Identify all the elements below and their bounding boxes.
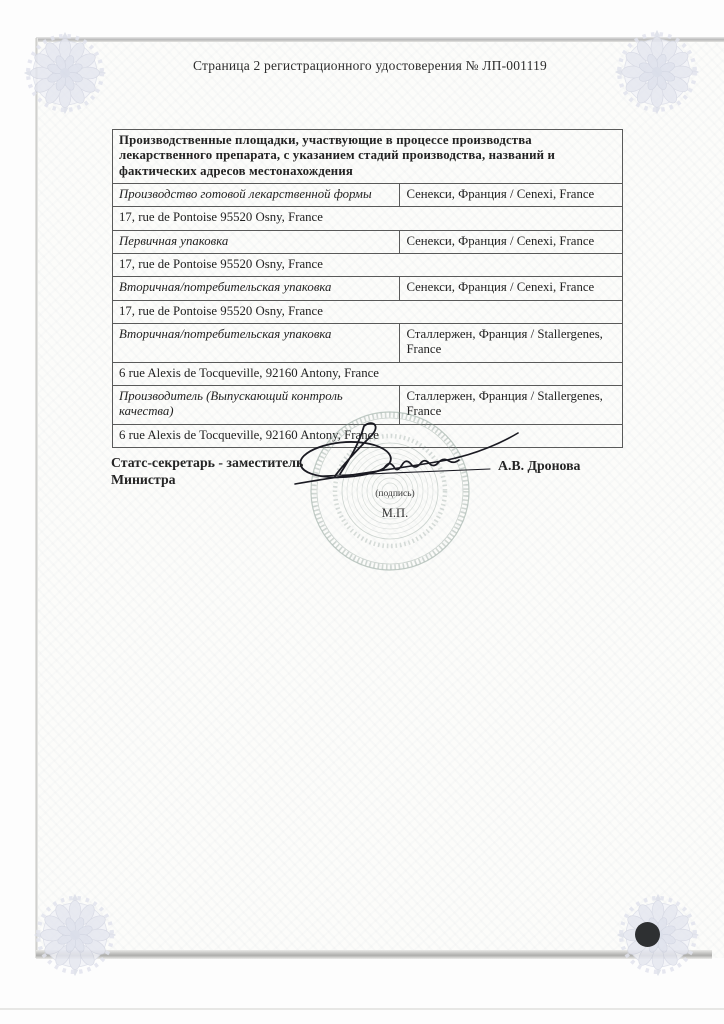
table-row (113, 207, 623, 230)
page-header: Страница 2 регистрационного удостоверения № ЛП-001119 (193, 58, 547, 73)
stage-cell: Вторичная/потребительская упаковка (113, 324, 400, 363)
address-cell: 6 rue Alexis de Tocqueville, 92160 Antony, France (113, 362, 623, 385)
manufacturer-cell: Сенекси, Франция / Cenexi, France (400, 184, 623, 207)
table-header: Производственные площадки, участвующие в процессе производства лекарственного препарата, с указанием стадий производства, названий и фактических адресов местонахождения (113, 130, 623, 184)
rosette-ornament-icon (33, 893, 117, 977)
manufacturer-cell: Сенекси, Франция / Cenexi, France (400, 277, 623, 300)
manufacturer-cell: Сталлержен, Франция / Stallergenes, France (400, 386, 623, 425)
signer-title: Статс-секретарь - заместитель Министра (111, 455, 304, 487)
punch-hole-dot (635, 922, 660, 947)
seal-place-mark: М.П. (381, 506, 409, 520)
table-header-row (113, 130, 623, 184)
stage-cell: Первичная упаковка (113, 230, 400, 253)
table-row (113, 230, 623, 253)
address-cell: 17, rue de Pontoise 95520 Osny, France (113, 207, 623, 230)
manufacturer-cell: Сенекси, Франция / Cenexi, France (400, 230, 623, 253)
signer-name: А.В. Дронова (498, 458, 581, 473)
table-row (113, 300, 623, 323)
stage-cell: Производство готовой лекарственной формы (113, 184, 400, 207)
table-row (113, 362, 623, 385)
scan-edge-bottom (36, 950, 712, 959)
signature-caption: (подпись) (375, 489, 415, 499)
manufacturer-cell: Сталлержен, Франция / Stallergenes, France (400, 324, 623, 363)
address-cell: 17, rue de Pontoise 95520 Osny, France (113, 254, 623, 277)
table-row (113, 184, 623, 207)
production-sites-table (112, 129, 623, 448)
stage-cell: Вторичная/потребительская упаковка (113, 277, 400, 300)
address-cell: 17, rue de Pontoise 95520 Osny, France (113, 300, 623, 323)
address-cell: 6 rue Alexis de Tocqueville, 92160 Antony, France (113, 424, 623, 447)
table-row (113, 254, 623, 277)
stage-cell: Производитель (Выпускающий контроль качества) (113, 386, 400, 425)
table-row (113, 324, 623, 363)
scan-edge-left (35, 38, 38, 958)
scanner-artifact-line (0, 1008, 724, 1010)
table-row (113, 277, 623, 300)
